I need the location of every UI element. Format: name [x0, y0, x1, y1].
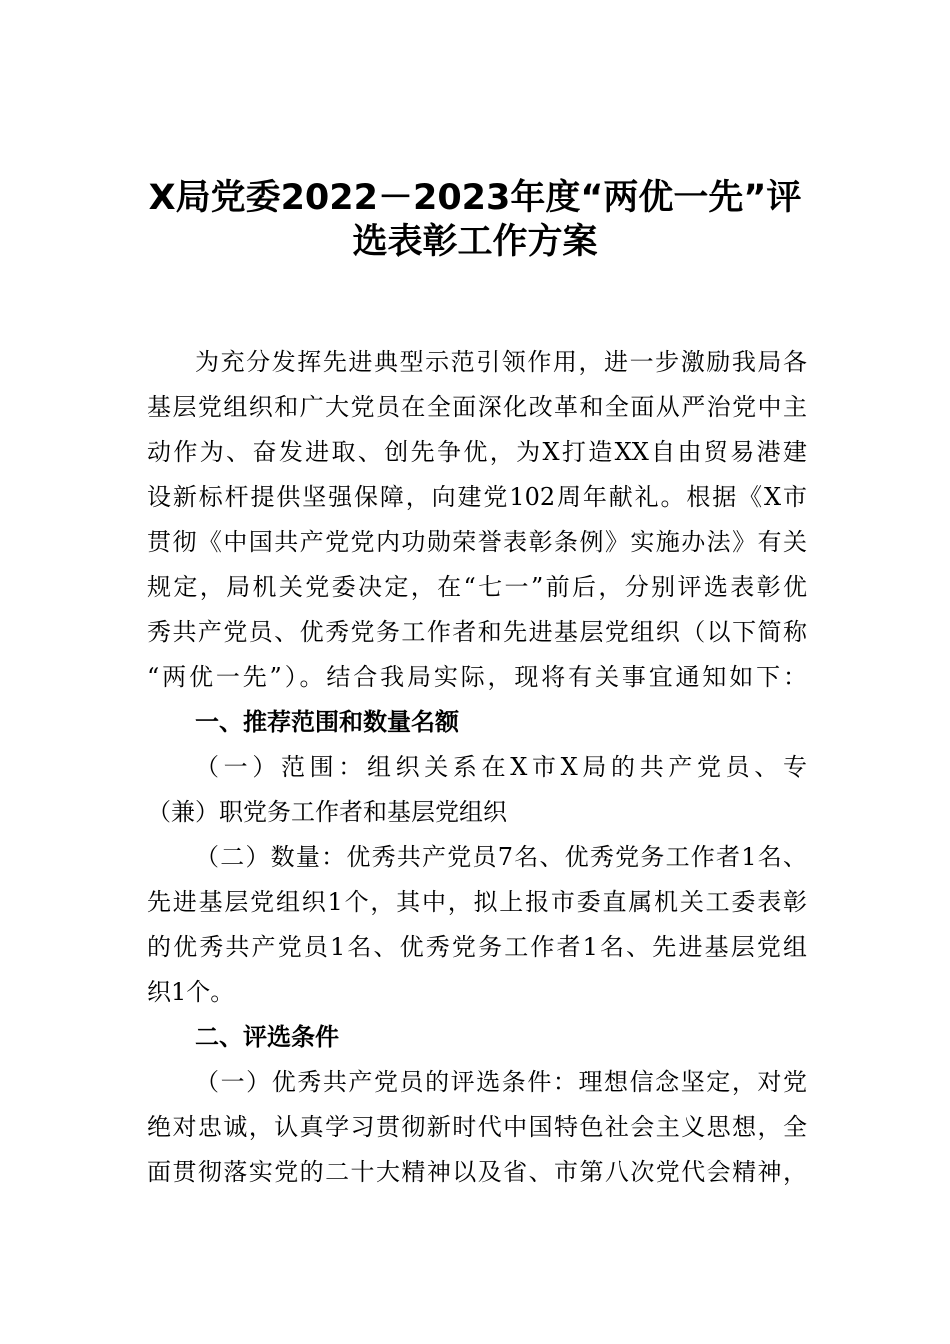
intro-line-8: “两优一先”）。结合我局实际，现将有关事宜通知如下：	[147, 663, 807, 691]
quantity-line-2: 先进基层党组织1个，其中，拟上报市委直属机关工委表彰	[147, 888, 807, 916]
document-title-line-1: X局党委2022－2023年度“两优一先”评	[148, 178, 802, 218]
document-title-line-2: 选表彰工作方案	[352, 222, 598, 262]
intro-line-4: 设新标杆提供坚强保障，向建党102周年献礼。根据《X市	[147, 483, 807, 511]
criteria-line-3: 面贯彻落实党的二十大精神以及省、市第八次党代会精神，	[147, 1158, 807, 1186]
criteria-line-1: （一）优秀共产党员的评选条件：理想信念坚定，对党	[195, 1068, 807, 1096]
scope-line-2: （兼）职党务工作者和基层党组织	[147, 798, 507, 826]
intro-line-1: 为充分发挥先进典型示范引领作用，进一步激励我局各	[195, 348, 807, 376]
section-2-heading: 二、评选条件	[195, 1023, 339, 1051]
scope-line-1: （一）范围：组织关系在X市X局的共产党员、专	[195, 753, 807, 781]
quantity-line-1: （二）数量：优秀共产党员7名、优秀党务工作者1名、	[195, 843, 807, 871]
intro-line-7: 秀共产党员、优秀党务工作者和先进基层党组织（以下简称	[147, 618, 807, 646]
intro-line-3: 动作为、奋发进取、创先争优，为X打造XX自由贸易港建	[147, 438, 807, 466]
criteria-line-2: 绝对忠诚，认真学习贯彻新时代中国特色社会主义思想，全	[147, 1113, 807, 1141]
quantity-line-3: 的优秀共产党员1名、优秀党务工作者1名、先进基层党组	[147, 933, 807, 961]
intro-line-6: 规定，局机关党委决定，在“七一”前后，分别评选表彰优	[147, 573, 807, 601]
intro-line-2: 基层党组织和广大党员在全面深化改革和全面从严治党中主	[147, 393, 807, 421]
quantity-line-4: 织1个。	[147, 978, 235, 1006]
intro-line-5: 贯彻《中国共产党党内功勋荣誉表彰条例》实施办法》有关	[147, 528, 807, 556]
section-1-heading: 一、推荐范围和数量名额	[195, 708, 459, 736]
